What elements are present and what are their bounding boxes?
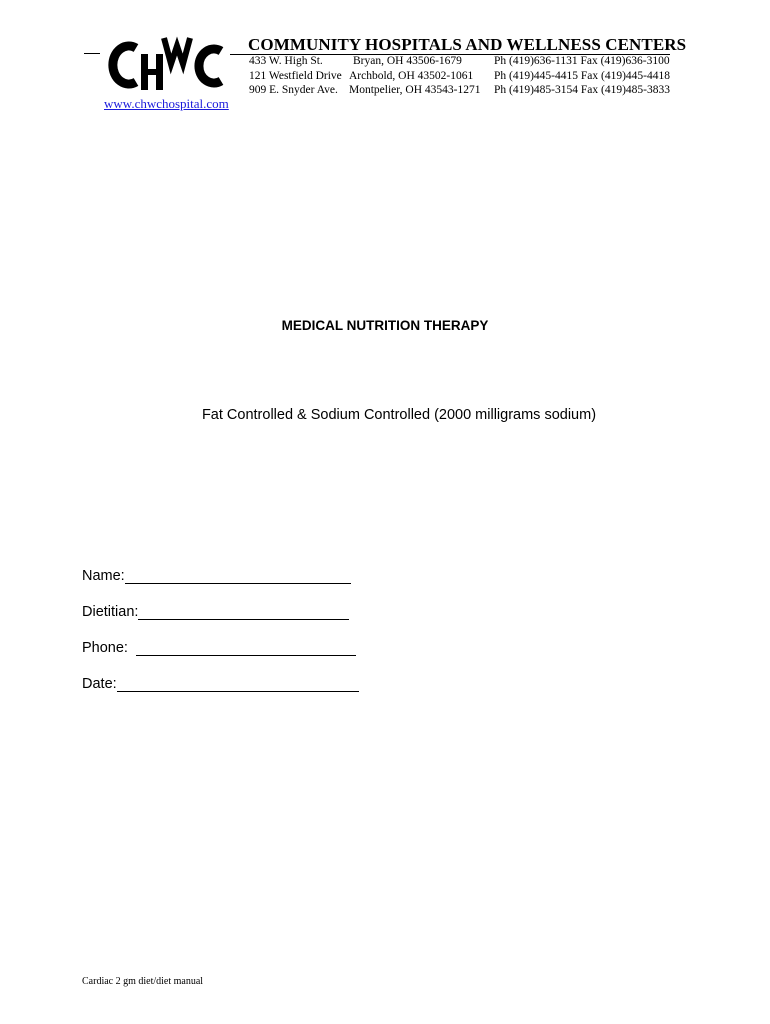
chwc-logo (104, 34, 228, 96)
address-phone-column (494, 54, 670, 98)
date-blank-line[interactable] (117, 677, 359, 692)
address-city: Bryan, OH 43506-1679 (353, 55, 462, 67)
address-street: 433 W. High St. (249, 55, 323, 67)
website-link[interactable]: www.chwchospital.com (104, 96, 229, 111)
dietitian-field[interactable] (82, 604, 349, 620)
phone-blank-line[interactable] (136, 641, 356, 656)
phone-label: Phone: (82, 640, 128, 656)
address-phone: Ph (419)636-1131 Fax (419)636-3100 (494, 55, 670, 67)
diet-name: Fat Controlled & Sodium Controlled (2000 milligrams sodium) (201, 407, 597, 423)
name-label: Name: (82, 568, 125, 584)
address-city: Montpelier, OH 43543-1271 (349, 84, 481, 96)
name-field[interactable] (82, 568, 351, 584)
address-street-column (249, 54, 342, 98)
dietitian-blank-line[interactable] (138, 605, 349, 620)
date-field[interactable] (82, 676, 359, 692)
address-city: Archbold, OH 43502-1061 (349, 69, 474, 82)
address-street: 121 Westfield Drive (249, 69, 342, 82)
address-phone: Ph (419)485-3154 Fax (419)485-3833 (494, 84, 670, 96)
header-left-rule (84, 53, 100, 54)
address-city-column (349, 54, 480, 98)
phone-field[interactable] (82, 640, 356, 656)
date-label: Date: (82, 676, 117, 692)
dietitian-label: Dietitian: (82, 604, 139, 620)
footer-text: Cardiac 2 gm diet/diet manual (82, 976, 204, 987)
address-phone: Ph (419)445-4415 Fax (419)445-4418 (494, 69, 670, 82)
address-street: 909 E. Snyder Ave. (249, 84, 338, 96)
document-title: MEDICAL NUTRITION THERAPY (281, 318, 489, 333)
organization-name: COMMUNITY HOSPITALS AND WELLNESS CENTERS (230, 35, 670, 55)
name-blank-line[interactable] (125, 569, 351, 584)
